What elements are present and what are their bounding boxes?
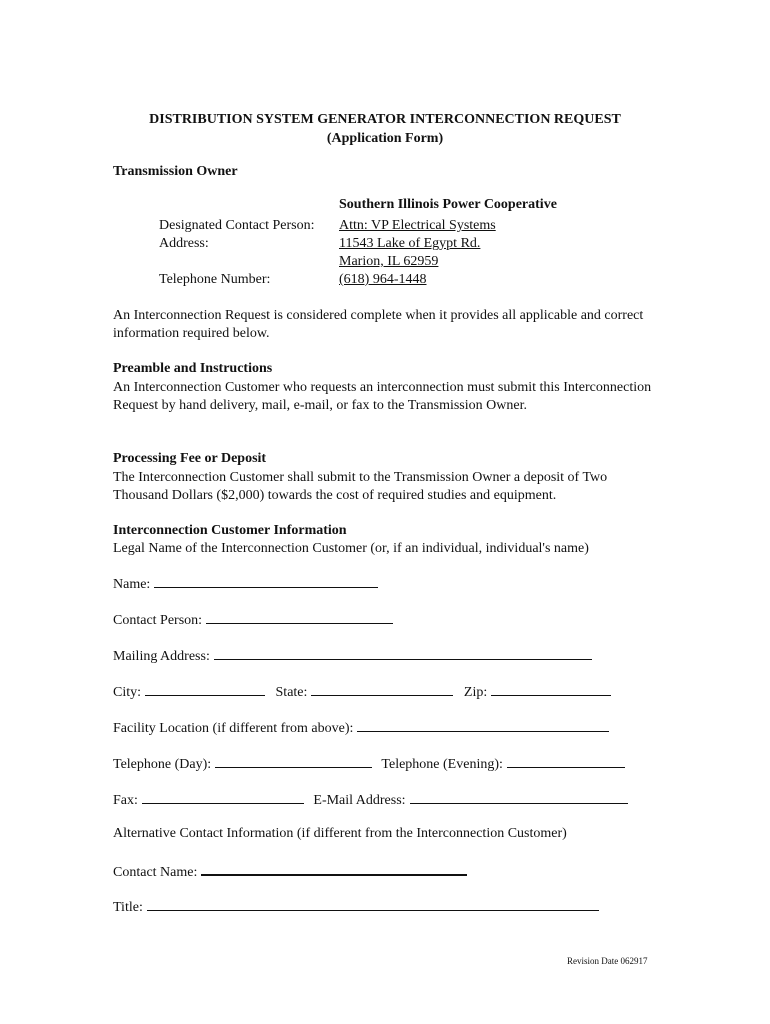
fee-text: The Interconnection Customer shall submit to the Transmission Owner a deposit of Two Thousand Dollars ($2,000) towards the cost of required studies and equipment. <box>113 470 608 503</box>
zip-label: Zip: <box>463 685 488 700</box>
mailing-address-label: Mailing Address: <box>113 649 210 664</box>
alt-contact-heading: Alternative Contact Information (if different from the Interconnection Customer) <box>113 826 567 841</box>
name-row <box>113 575 378 593</box>
mailing-address-input[interactable] <box>214 647 592 660</box>
revision-date: Revision Date 062917 <box>567 956 648 966</box>
preamble-text: An Interconnection Customer who requests an interconnection must submit this Interconnection Request by hand delivery, mail, e-mail, or fax to the Transmission Owner. <box>113 380 652 413</box>
email-label: E-Mail Address: <box>313 793 406 808</box>
facility-location-label: Facility Location (if different from above): <box>113 721 354 736</box>
form-subtitle: (Application Form) <box>326 131 444 146</box>
company-name: Southern Illinois Power Cooperative <box>339 197 557 212</box>
intro-paragraph: An Interconnection Request is considered complete when it provides all applicable and correct information required below. <box>113 308 644 341</box>
contact-person-input[interactable] <box>206 611 393 624</box>
mailing-address-row <box>113 647 592 665</box>
customer-info-subheading: Legal Name of the Interconnection Customer (or, if an individual, individual's name) <box>113 541 589 556</box>
contact-person-value: Attn: VP Electrical Systems <box>339 218 496 233</box>
transmission-owner-heading: Transmission Owner <box>113 164 238 179</box>
zip-input[interactable] <box>491 683 611 696</box>
preamble-heading: Preamble and Instructions <box>113 361 273 376</box>
contact-name-label: Contact Name: <box>113 865 198 880</box>
name-input[interactable] <box>154 575 378 588</box>
title-row <box>113 898 599 916</box>
contact-person-field-label: Contact Person: <box>113 613 203 628</box>
city-input[interactable] <box>145 683 265 696</box>
contact-name-row <box>113 862 467 881</box>
state-input[interactable] <box>311 683 453 696</box>
telephone-row <box>113 755 625 773</box>
fax-email-row <box>113 791 628 809</box>
city-label: City: <box>113 685 142 700</box>
address-line2: Marion, IL 62959 <box>339 254 439 269</box>
contact-name-input[interactable] <box>201 862 467 876</box>
form-title: DISTRIBUTION SYSTEM GENERATOR INTERCONNECTION REQUEST <box>149 112 621 127</box>
telephone-label: Telephone Number: <box>159 272 271 287</box>
city-state-zip-row <box>113 683 611 701</box>
email-input[interactable] <box>410 791 628 804</box>
telephone-evening-input[interactable] <box>507 755 625 768</box>
telephone-value: (618) 964-1448 <box>339 272 427 287</box>
facility-location-row <box>113 719 609 737</box>
title-input[interactable] <box>147 898 599 911</box>
contact-person-row <box>113 611 393 629</box>
facility-location-input[interactable] <box>357 719 609 732</box>
customer-info-heading: Interconnection Customer Information <box>113 523 347 538</box>
fee-heading: Processing Fee or Deposit <box>113 451 267 466</box>
fax-input[interactable] <box>142 791 304 804</box>
title-label: Title: <box>113 900 143 915</box>
state-label: State: <box>275 685 308 700</box>
address-line1: 11543 Lake of Egypt Rd. <box>339 236 481 251</box>
fax-label: Fax: <box>113 793 138 808</box>
telephone-evening-label: Telephone (Evening): <box>381 757 503 772</box>
telephone-day-input[interactable] <box>215 755 372 768</box>
name-label: Name: <box>113 577 151 592</box>
telephone-day-label: Telephone (Day): <box>113 757 212 772</box>
address-label: Address: <box>159 236 209 251</box>
contact-person-label: Designated Contact Person: <box>159 218 315 233</box>
